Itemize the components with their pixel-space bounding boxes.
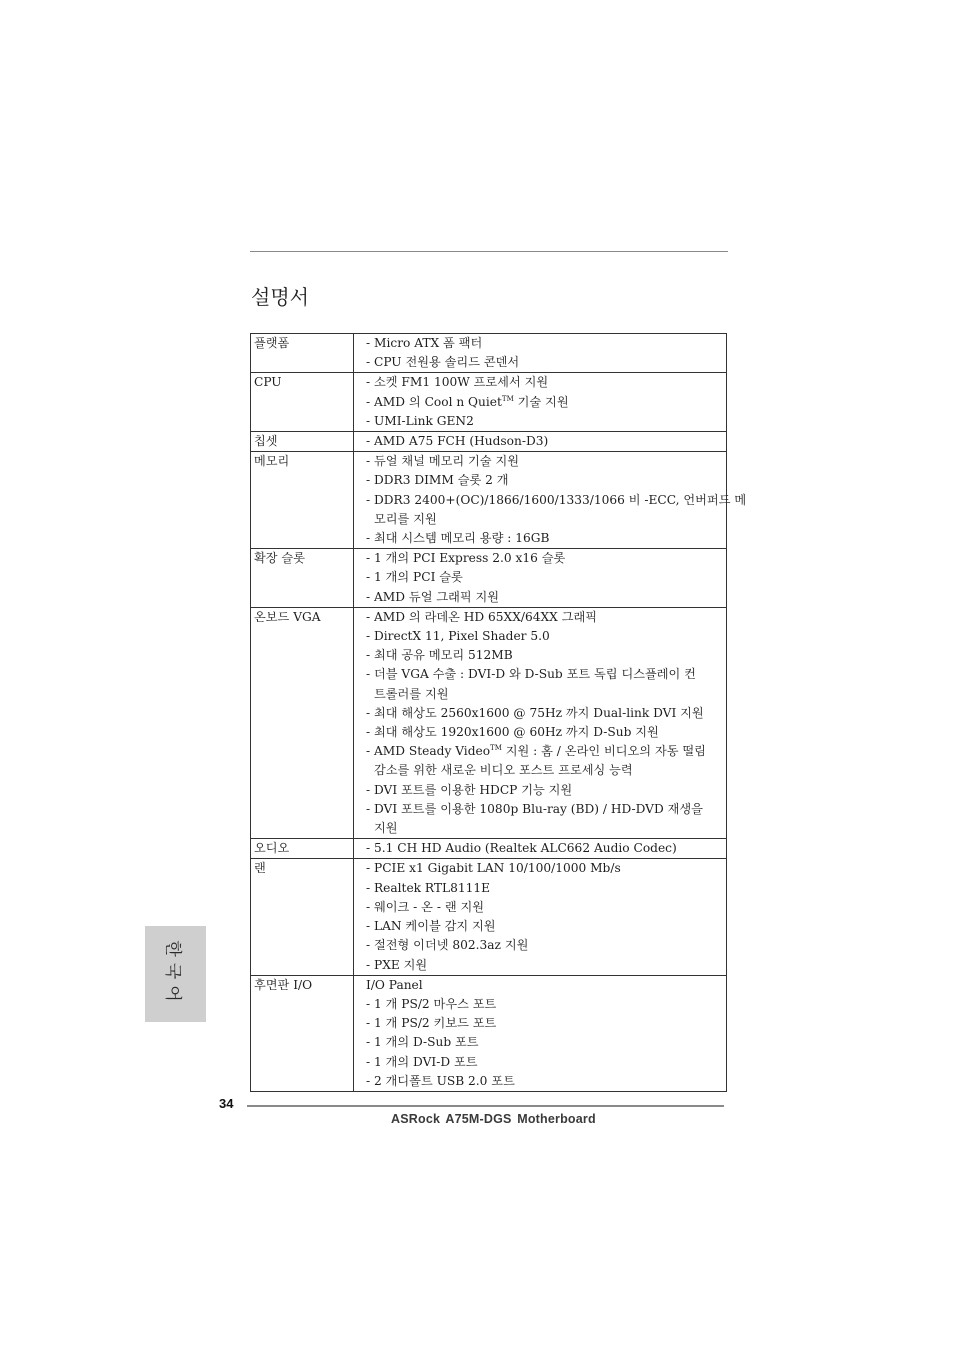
spec-values <box>354 432 727 452</box>
spec-line-text: - 최대 해상도 1920x1600 @ 60Hz 까지 D-Sub 지원 <box>366 725 659 740</box>
spec-line-text: - 절전형 이더넷 802.3az 지원 <box>366 938 529 953</box>
spec-line <box>366 1014 726 1033</box>
spec-values <box>354 607 727 838</box>
spec-line <box>366 432 726 451</box>
spec-line-text: 트롤러를 지원 <box>374 686 449 701</box>
spec-line-text-continued: 기술 지원 <box>513 394 569 409</box>
spec-line-text: - 1 개 PS/2 마우스 포트 <box>366 996 497 1011</box>
spec-row <box>251 549 727 608</box>
spec-line-text: 지원 <box>374 821 398 836</box>
spec-line <box>366 529 726 548</box>
spec-values <box>354 334 727 373</box>
spec-label: 플랫폼 <box>251 334 354 373</box>
spec-line-text: - Realtek RTL8111E <box>366 880 491 895</box>
spec-label: 메모리 <box>251 452 354 549</box>
spec-line <box>366 819 726 838</box>
spec-line-text: - DDR3 2400+(OC)/1866/1600/1333/1066 비 -ECC, 언버퍼드 메 <box>366 492 747 507</box>
spec-label: CPU <box>251 373 354 432</box>
spec-line <box>366 839 726 858</box>
footer-product-name: ASRock A75M-DGS Motherboard <box>391 1112 596 1126</box>
spec-line-text: - UMI-Link GEN2 <box>366 413 474 428</box>
spec-line-text: - AMD A75 FCH (Hudson-D3) <box>366 434 549 449</box>
spec-line-text: I/O Panel <box>366 977 423 992</box>
spec-line-text-continued: 지원 : 홈 / 온라인 비디오의 자동 떨림 <box>501 744 706 759</box>
spec-line-text: - AMD Steady Video <box>366 744 491 759</box>
header-rule <box>250 251 728 252</box>
spec-values <box>354 975 727 1091</box>
spec-line <box>366 393 726 412</box>
spec-line <box>366 1072 726 1091</box>
spec-row <box>251 452 727 549</box>
spec-line <box>366 1053 726 1072</box>
spec-line <box>366 859 726 878</box>
spec-values <box>354 452 747 549</box>
spec-line-text: - 1 개의 D-Sub 포트 <box>366 1035 479 1050</box>
spec-line <box>366 723 726 742</box>
spec-line <box>366 742 726 761</box>
spec-line-text: - 1 개 PS/2 키보드 포트 <box>366 1016 497 1031</box>
spec-line <box>366 995 726 1014</box>
spec-line-text: - 더블 VGA 수출 : DVI-D 와 D-Sub 포트 독립 디스플레이 컨 <box>366 667 696 682</box>
spec-line-text: - 웨이크 - 온 - 랜 지원 <box>366 899 485 914</box>
spec-label: 확장 슬롯 <box>251 549 354 608</box>
spec-line-text: - DDR3 DIMM 슬롯 2 개 <box>366 473 509 488</box>
spec-line-text: - DVI 포트를 이용한 HDCP 기능 지원 <box>366 782 573 797</box>
spec-line <box>366 761 726 780</box>
spec-values <box>354 373 727 432</box>
spec-line <box>366 568 726 587</box>
spec-line-text: - PCIE x1 Gigabit LAN 10/100/1000 Mb/s <box>366 861 621 876</box>
trademark-mark: TM <box>501 394 514 403</box>
spec-table-body <box>251 334 747 1092</box>
spec-values <box>354 549 727 608</box>
spec-row <box>251 334 727 373</box>
spec-label: 후면판 I/O <box>251 975 354 1091</box>
spec-line <box>366 452 726 471</box>
spec-line <box>366 665 726 684</box>
spec-line-text: - 최대 시스템 메모리 용량 : 16GB <box>366 531 550 546</box>
spec-line-text: - DVI 포트를 이용한 1080p Blu-ray (BD) / HD-DVD 재생을 <box>366 801 703 816</box>
spec-row <box>251 432 727 452</box>
spec-line <box>366 1033 726 1052</box>
spec-line-text: - 2 개디폴트 USB 2.0 포트 <box>366 1073 515 1088</box>
spec-line <box>366 956 726 975</box>
spec-line <box>366 781 726 800</box>
spec-line-text: - 1 개의 DVI-D 포트 <box>366 1054 478 1069</box>
spec-line <box>366 353 726 372</box>
spec-row <box>251 859 727 975</box>
spec-line-text: 모리를 지원 <box>374 511 437 526</box>
spec-line <box>366 646 726 665</box>
spec-line-text: - 1 개의 PCI Express 2.0 x16 슬롯 <box>366 551 566 566</box>
spec-row <box>251 975 727 1091</box>
spec-line <box>366 588 726 607</box>
spec-line-text: - PXE 지원 <box>366 957 428 972</box>
spec-label: 온보드 VGA <box>251 607 354 838</box>
spec-line <box>366 627 726 646</box>
page-title: 설명서 <box>251 285 309 309</box>
spec-label: 칩셋 <box>251 432 354 452</box>
spec-line <box>366 685 726 704</box>
spec-table <box>250 333 747 1092</box>
footer-rule <box>247 1105 724 1107</box>
spec-line <box>366 412 726 431</box>
spec-line <box>366 879 726 898</box>
spec-line-text: - DirectX 11, Pixel Shader 5.0 <box>366 629 550 644</box>
spec-label: 랜 <box>251 859 354 975</box>
language-tab-label: 한국어 <box>162 940 183 1008</box>
spec-line-text: - 5.1 CH HD Audio (Realtek ALC662 Audio Codec) <box>366 841 677 856</box>
spec-line <box>366 800 726 819</box>
spec-line <box>366 549 726 568</box>
spec-values <box>354 839 727 859</box>
spec-line <box>366 898 726 917</box>
spec-line <box>366 510 726 529</box>
spec-line-text: - 듀얼 채널 메모리 기술 지원 <box>366 454 519 469</box>
page-number: 34 <box>219 1096 234 1111</box>
spec-line <box>366 704 726 723</box>
spec-line <box>366 936 726 955</box>
spec-row <box>251 607 727 838</box>
spec-values <box>354 859 727 975</box>
spec-line-text: - 최대 해상도 2560x1600 @ 75Hz 까지 Dual-link DVI 지원 <box>366 705 704 720</box>
spec-line <box>366 917 726 936</box>
spec-row <box>251 373 727 432</box>
spec-line-text: - AMD 듀얼 그래픽 지원 <box>366 589 500 604</box>
spec-row <box>251 839 727 859</box>
spec-line <box>366 608 726 627</box>
spec-label: 오디오 <box>251 839 354 859</box>
spec-line-text: - AMD 의 라데온 HD 65XX/64XX 그래픽 <box>366 609 598 624</box>
spec-line <box>366 334 726 353</box>
spec-line-text: - AMD 의 Cool n Quiet <box>366 394 502 409</box>
spec-line <box>366 373 726 392</box>
spec-line-text: - 소켓 FM1 100W 프로세서 지원 <box>366 375 549 390</box>
spec-line <box>366 976 726 995</box>
trademark-mark: TM <box>490 744 502 753</box>
spec-line-text: - CPU 전원용 솔리드 콘덴서 <box>366 355 520 370</box>
language-tab <box>145 926 206 1022</box>
spec-line-text: - LAN 케이블 감지 지원 <box>366 919 496 934</box>
spec-line-text: - 1 개의 PCI 슬롯 <box>366 570 463 585</box>
spec-line <box>366 471 726 490</box>
spec-line-text: 감소를 위한 새로운 비디오 포스트 프로세싱 능력 <box>374 763 633 778</box>
spec-line-text: - Micro ATX 폼 팩터 <box>366 336 483 350</box>
spec-line <box>366 491 747 510</box>
spec-line-text: - 최대 공유 메모리 512MB <box>366 648 513 663</box>
